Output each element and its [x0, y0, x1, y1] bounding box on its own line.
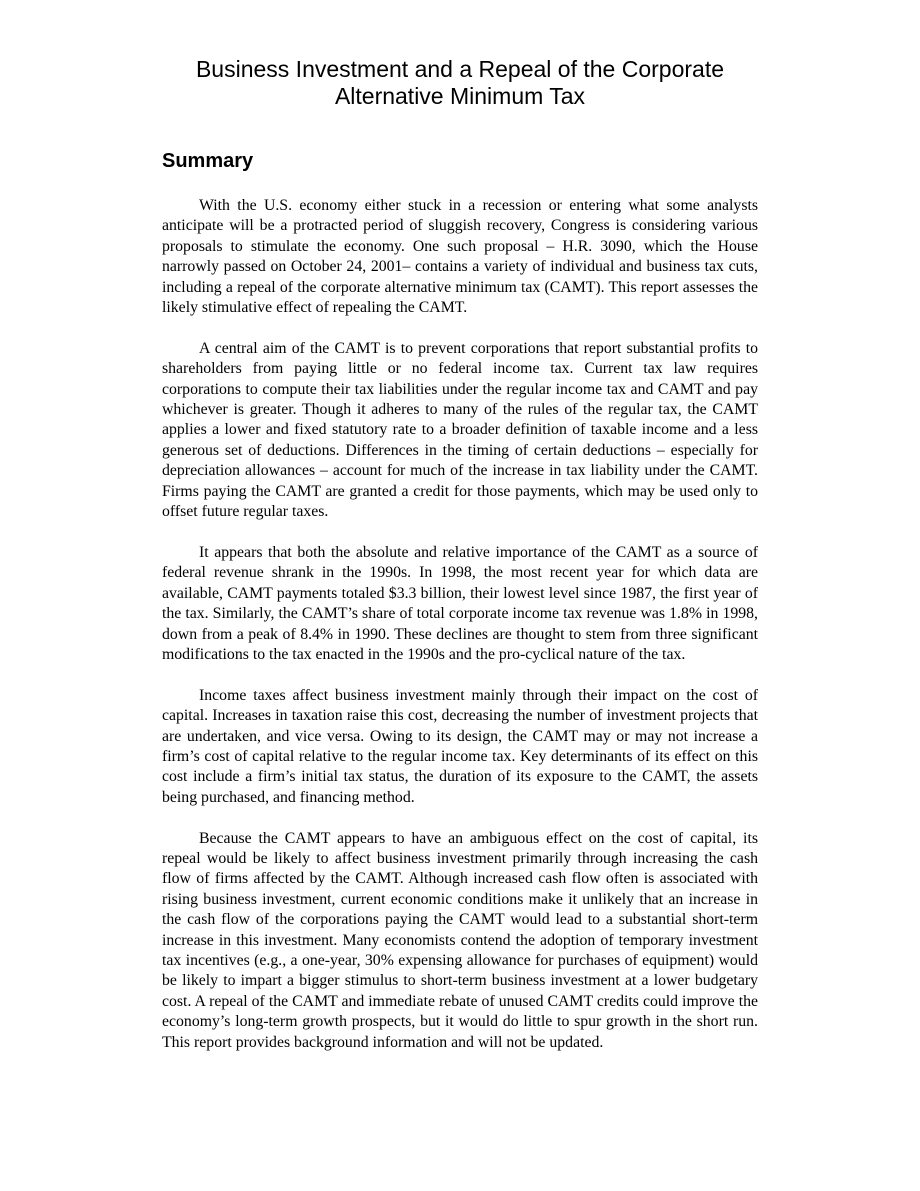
document-title-line-1: Business Investment and a Repeal of the Corporate: [195, 56, 725, 82]
paragraph-1: With the U.S. economy either stuck in a recession or entering what some analysts anticipate will be a protracted period of sluggish recovery, Congress is considering various proposals to stimulate the economy. One such proposal – H.R. 3090, which the House narrowly passed on October 24, 2001– contains a variety of individual and business tax cuts, including a repeal of the corporate alternative minimum tax (CAMT). This report assesses the likely stimulative effect of repealing the CAMT.: [162, 197, 758, 317]
document-title: [140, 56, 780, 110]
paragraph-5: Because the CAMT appears to have an ambiguous effect on the cost of capital, its repeal would be likely to affect business investment primarily through increasing the cash flow of firms affected by the CAMT. Although increased cash flow often is associated with rising business investment, current economic conditions make it unlikely that an increase in the cash flow of the corporations paying the CAMT would lead to a substantial short-term increase in this investment. Many economists contend the adoption of temporary investment tax incentives (e.g., a one-year, 30% expensing allowance for purchases of equipment) would be likely to impart a bigger stimulus to short-term business investment at a lower budgetary cost. A repeal of the CAMT and immediate rebate of unused CAMT credits could improve the economy’s long-term growth prospects, but it would do little to spur growth in the short run. This report provides background information and will not be updated.: [162, 829, 758, 1051]
paragraph-2: A central aim of the CAMT is to prevent corporations that report substantial profits to shareholders from paying little or no federal income tax. Current tax law requires corporations to compute their tax liabilities under the regular income tax and CAMT and pay whichever is greater. Though it adheres to many of the rules of the regular tax, the CAMT applies a lower and fixed statutory rate to a broader definition of taxable income and a less generous set of deductions. Differences in the timing of certain deductions – especially for depreciation allowances – account for much of the increase in tax liability under the CAMT. Firms paying the CAMT are granted a credit for those payments, which may be used only to offset future regular taxes.: [162, 339, 758, 521]
paragraph-3: It appears that both the absolute and relative importance of the CAMT as a source of federal revenue shrank in the 1990s. In 1998, the most recent year for which data are available, CAMT payments totaled $3.3 billion, their lowest level since 1987, the first year of the tax. Similarly, the CAMT’s share of total corporate income tax revenue was 1.8% in 1998, down from a peak of 8.4% in 1990. These declines are thought to stem from three significant modifications to the tax enacted in the 1990s and the pro-cyclical nature of the tax.: [162, 543, 758, 663]
summary-body: [162, 196, 758, 1053]
document-title-line-2: Alternative Minimum Tax: [334, 83, 586, 109]
section-heading-summary: Summary: [162, 150, 254, 172]
paragraph-4: Income taxes affect business investment mainly through their impact on the cost of capital. Increases in taxation raise this cost, decreasing the number of investment projects that are undertaken, and vice versa. Owing to its design, the CAMT may or may not increase a firm’s cost of capital relative to the regular income tax. Key determinants of its effect on this cost include a firm’s initial tax status, the duration of its exposure to the CAMT, the assets being purchased, and financing method.: [162, 686, 758, 806]
